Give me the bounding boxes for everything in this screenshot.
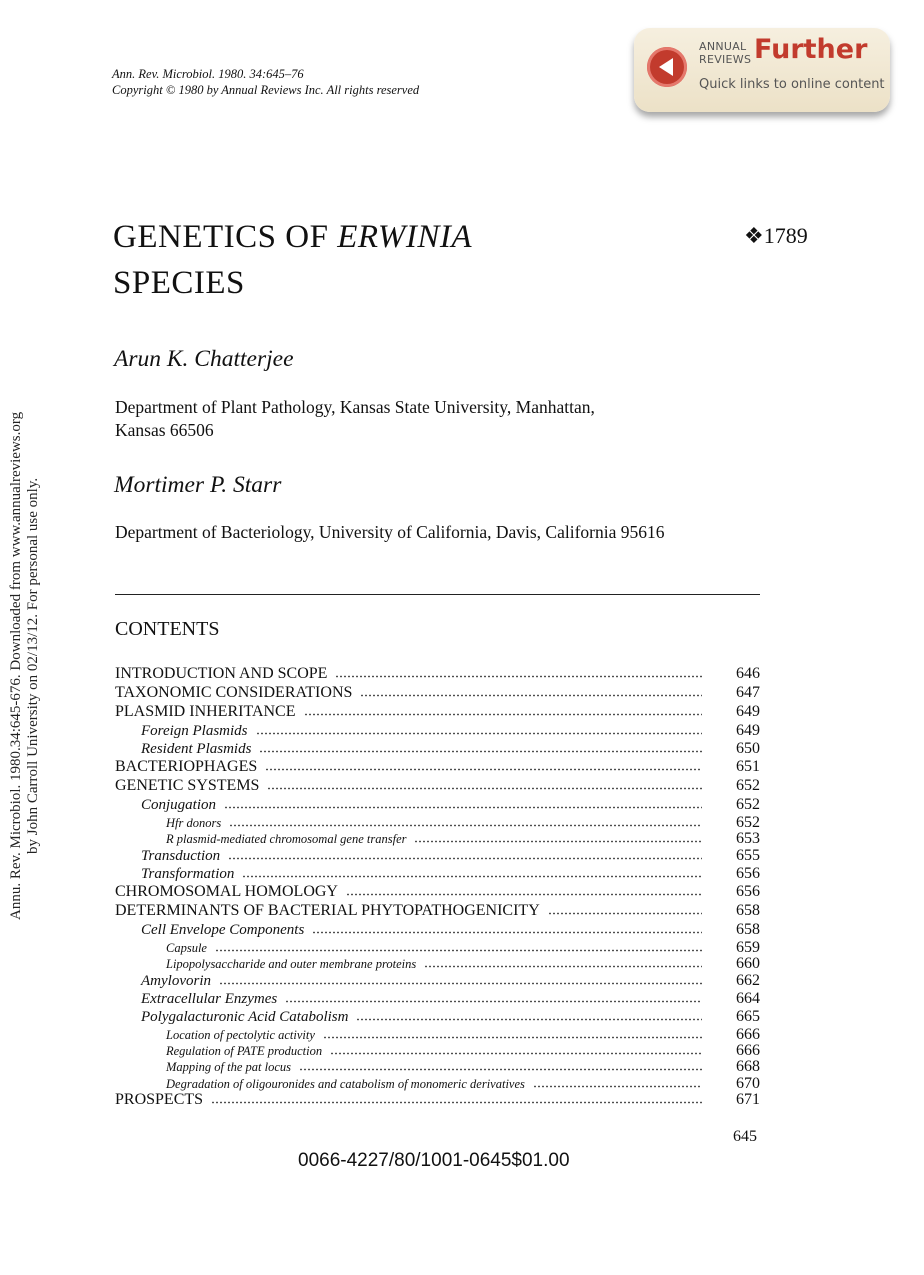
- author-affiliation: [115, 396, 595, 442]
- toc-entry-label: DETERMINANTS OF BACTERIAL PHYTOPATHOGENICITY: [115, 901, 540, 919]
- toc-dot-leader: [304, 703, 703, 716]
- toc-entry-label: PLASMID INHERITANCE: [115, 703, 296, 720]
- toc-entry-page: 664: [736, 989, 760, 1007]
- toc-entry-label: GENETIC SYSTEMS: [115, 777, 260, 794]
- toc-entry: [115, 740, 760, 758]
- toc-entry-label: Transformation: [141, 865, 235, 882]
- toc-entry: [115, 758, 760, 777]
- toc-dot-leader: [330, 1045, 702, 1055]
- toc-dot-leader: [265, 758, 702, 771]
- toc-entry-page: 650: [736, 740, 760, 757]
- badge-quick-links-text: Quick links to online content: [699, 77, 885, 92]
- toc-entry: [115, 955, 760, 971]
- toc-entry-label: Conjugation: [141, 797, 217, 813]
- toc-dot-leader: [242, 866, 702, 878]
- toc-entry-label: Location of pectolytic activity: [166, 1027, 315, 1042]
- citation-line: Ann. Rev. Microbiol. 1980. 34:645–76: [112, 67, 304, 81]
- journal-citation: [112, 66, 419, 98]
- author-name: Mortimer P. Starr: [114, 472, 282, 498]
- horizontal-rule: [115, 594, 760, 595]
- toc-entry-label: BACTERIOPHAGES: [115, 758, 258, 775]
- toc-dot-leader: [335, 665, 702, 678]
- toc-dot-leader: [548, 902, 702, 915]
- toc-entry-page: 651: [736, 758, 760, 775]
- toc-entry-label: Lipopolysaccharide and outer membrane proteins: [166, 957, 417, 972]
- toc-dot-leader: [414, 833, 702, 843]
- toc-entry-page: 671: [736, 1091, 760, 1109]
- toc-entry: [115, 990, 760, 1008]
- toc-entry: [115, 1042, 760, 1058]
- contents-heading: CONTENTS: [115, 618, 220, 640]
- toc-entry-page: 646: [736, 665, 760, 682]
- toc-entry: [115, 865, 760, 883]
- toc-entry: [115, 902, 760, 921]
- title-part: SPECIES: [113, 265, 245, 301]
- back-arrow-icon: [647, 47, 687, 87]
- toc-dot-leader: [259, 741, 702, 753]
- toc-dot-leader: [228, 848, 702, 860]
- toc-dot-leader: [215, 942, 702, 952]
- download-watermark: [8, 412, 42, 920]
- table-of-contents: [115, 665, 760, 1110]
- toc-entry: [115, 1058, 760, 1074]
- toc-dot-leader: [267, 777, 702, 790]
- toc-entry-label: Cell Envelope Components: [141, 921, 305, 938]
- further-links-badge[interactable]: [634, 28, 890, 112]
- toc-dot-leader: [323, 1029, 702, 1039]
- toc-entry: [115, 847, 760, 865]
- toc-entry-page: 670: [736, 1074, 760, 1092]
- toc-entry-label: INTRODUCTION AND SCOPE: [115, 665, 328, 682]
- toc-entry: [115, 722, 760, 740]
- title-genus: ERWINIA: [337, 219, 473, 255]
- toc-dot-leader: [312, 922, 702, 934]
- toc-entry: [115, 684, 760, 703]
- toc-entry: [115, 921, 760, 939]
- title-part: GENETICS OF: [113, 219, 338, 255]
- badge-reviews-text: REVIEWS: [699, 53, 752, 66]
- copyright-line: Copyright © 1980 by Annual Reviews Inc. All rights reserved: [112, 83, 420, 97]
- toc-entry-page: 660: [736, 955, 760, 973]
- badge-annual-text: ANNUAL: [699, 40, 747, 53]
- toc-entry-page: 658: [736, 920, 760, 938]
- toc-entry-label: CHROMOSOMAL HOMOLOGY: [115, 882, 338, 900]
- toc-entry-page: 653: [736, 830, 760, 848]
- badge-further-text: Further: [754, 34, 868, 65]
- toc-entry-label: Polygalacturonic Acid Catabolism: [141, 1008, 349, 1025]
- toc-dot-leader: [533, 1078, 702, 1088]
- toc-entry-page: 649: [736, 722, 760, 739]
- toc-entry-label: TAXONOMIC CONSIDERATIONS: [115, 684, 353, 701]
- toc-entry-page: 652: [736, 796, 760, 813]
- toc-entry-page: 656: [736, 882, 760, 900]
- toc-entry: [115, 883, 760, 902]
- affiliation-line: Kansas 66506: [115, 420, 214, 440]
- toc-entry: [115, 1075, 760, 1091]
- toc-entry: [115, 665, 760, 684]
- price-code: 0066-4227/80/1001-0645$01.00: [298, 1150, 570, 1171]
- toc-entry-label: Hfr donors: [166, 816, 222, 830]
- watermark-line: Annu. Rev. Microbiol. 1980.34:645-676. Downloaded from www.annualreviews.org: [8, 411, 24, 920]
- toc-dot-leader: [224, 797, 702, 809]
- toc-entry: [115, 830, 760, 846]
- toc-entry-page: 658: [736, 901, 760, 919]
- toc-dot-leader: [360, 684, 702, 697]
- toc-dot-leader: [424, 958, 702, 968]
- toc-entry: [115, 1026, 760, 1042]
- article-number: ❖1789: [744, 223, 808, 248]
- author-name: Arun K. Chatterjee: [114, 346, 294, 372]
- toc-dot-leader: [229, 817, 702, 827]
- affiliation-line: Department of Plant Pathology, Kansas State University, Manhattan,: [115, 397, 595, 417]
- toc-entry-label: Amylovorin: [141, 972, 211, 989]
- toc-entry-page: 656: [736, 864, 760, 882]
- toc-entry: [115, 972, 760, 990]
- toc-entry: [115, 703, 760, 722]
- toc-entry-page: 652: [736, 777, 760, 794]
- toc-entry-label: Foreign Plasmids: [141, 723, 248, 739]
- toc-entry-label: Resident Plasmids: [141, 741, 252, 757]
- toc-entry-page: 666: [736, 1041, 760, 1059]
- toc-dot-leader: [346, 883, 702, 896]
- toc-entry: [115, 1008, 760, 1026]
- toc-dot-leader: [285, 991, 702, 1003]
- toc-entry-label: Capsule: [166, 940, 207, 955]
- toc-entry-page: 647: [736, 684, 760, 701]
- toc-dot-leader: [211, 1091, 702, 1104]
- toc-dot-leader: [219, 973, 702, 985]
- toc-entry-page: 649: [736, 703, 760, 720]
- page-number: 645: [733, 1128, 757, 1145]
- toc-entry: [115, 814, 760, 830]
- toc-entry-page: 655: [736, 846, 760, 864]
- author-affiliation: [115, 521, 665, 544]
- toc-entry: [115, 796, 760, 814]
- toc-entry: [115, 939, 760, 955]
- toc-entry: [115, 1091, 760, 1110]
- toc-entry-label: Transduction: [141, 847, 221, 864]
- watermark-line: by John Carroll University on 02/13/12. For personal use only.: [25, 477, 41, 854]
- toc-dot-leader: [299, 1061, 702, 1071]
- toc-entry: [115, 777, 760, 796]
- toc-entry-label: Mapping of the pat locus: [166, 1060, 291, 1075]
- toc-entry-label: Degradation of oligouronides and catabolism of monomeric derivatives: [166, 1076, 525, 1091]
- toc-entry-label: Extracellular Enzymes: [141, 990, 278, 1007]
- affiliation-line: Department of Bacteriology, University of California, Davis, California 95616: [115, 522, 665, 542]
- toc-entry-page: 652: [736, 814, 760, 831]
- toc-entry-label: R plasmid-mediated chromosomal gene transfer: [166, 832, 407, 847]
- toc-entry-label: PROSPECTS: [115, 1091, 204, 1109]
- toc-dot-leader: [356, 1009, 702, 1021]
- toc-entry-label: Regulation of PATE production: [166, 1043, 323, 1058]
- toc-entry-page: 659: [736, 938, 760, 956]
- toc-entry-page: 665: [736, 1007, 760, 1025]
- toc-dot-leader: [256, 723, 702, 735]
- toc-entry-page: 666: [736, 1025, 760, 1043]
- toc-entry-page: 662: [736, 971, 760, 989]
- toc-entry-page: 668: [736, 1058, 760, 1076]
- article-title: [113, 214, 472, 306]
